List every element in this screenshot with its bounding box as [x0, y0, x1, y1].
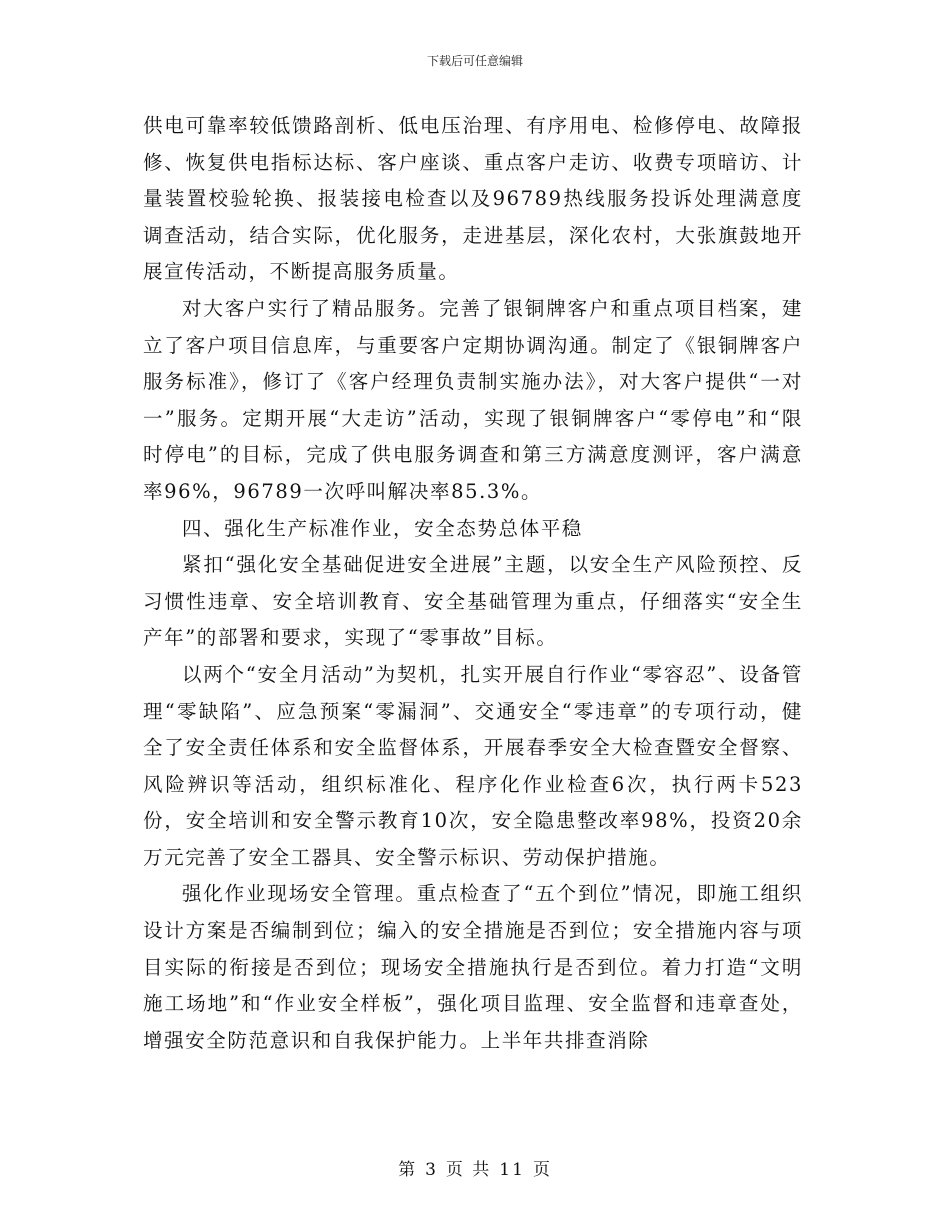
footer-middle: 页 共 [445, 1160, 492, 1180]
paragraph-continuation: 供电可靠率较低馈路剖析、低电压治理、有序用电、检修停电、故障报修、恢复供电指标达标、客户座谈、重点客户走访、收费专项暗访、计量装置校验轮换、报装接电检查以及96789热线服务投诉处理满意度调查活动，结合实际，优化服务，走进基层，深化农村，大张旗鼓地开展宣传活动，不断提高服务质量。 [143, 114, 803, 284]
footer-page-number: 3 [425, 1160, 438, 1180]
paragraph-large-customer-service: 对大客户实行了精品服务。完善了银铜牌客户和重点项目档案，建立了客户项目信息库，与重要客户定期协调沟通。制定了《银铜牌客户服务标准》，修订了《客户经理负责制实施办法》，对大客户提供“一对一”服务。定期开展“大走访”活动，实现了银铜牌客户“零停电”和“限时停电”的目标，完成了供电服务调查和第三方满意度测评，客户满意率96%，96789一次呼叫解决率85.3%。 [143, 296, 803, 503]
paragraph-safety-month: 以两个“安全月活动”为契机，扎实开展自行作业“零容忍”、设备管理“零缺陷”、应急预案“零漏洞”、交通安全“零违章”的专项行动，健全了安全责任体系和安全监督体系，开展春季安全大检查暨安全督察、风险辨识等活动，组织标准化、程序化作业检查6次，执行两卡523份，安全培训和安全警示教育10次，安全隐患整改率98%，投资20余万元完善了安全工器具、安全警示标识、劳动保护措施。 [143, 662, 803, 869]
section-heading: 四、强化生产标准作业，安全态势总体平稳 [182, 516, 583, 540]
footer-prefix: 第 [398, 1160, 418, 1180]
document-body [143, 108, 803, 1059]
footer-suffix: 页 [532, 1160, 552, 1180]
paragraph-safety-theme: 紧扣“强化安全基础促进安全进展”主题，以安全生产风险预控、反习惯性违章、安全培训教育、安全基础管理为重点，仔细落实“安全生产年”的部署和要求，实现了“零事故”目标。 [143, 553, 803, 650]
footer-total-pages: 11 [499, 1160, 525, 1180]
paragraph-site-safety: 强化作业现场安全管理。重点检查了“五个到位”情况，即施工组织设计方案是否编制到位；编入的安全措施是否到位；安全措施内容与项目实际的衔接是否到位；现场安全措施执行是否到位。着力打造“文明施工场地”和“作业安全样板”，强化项目监理、安全监督和违章查处，增强安全防范意识和自我保护能力。上半年共排查消除 [143, 882, 803, 1052]
page-header: 下载后可任意编辑 [426, 54, 523, 68]
page-footer [0, 1155, 950, 1180]
